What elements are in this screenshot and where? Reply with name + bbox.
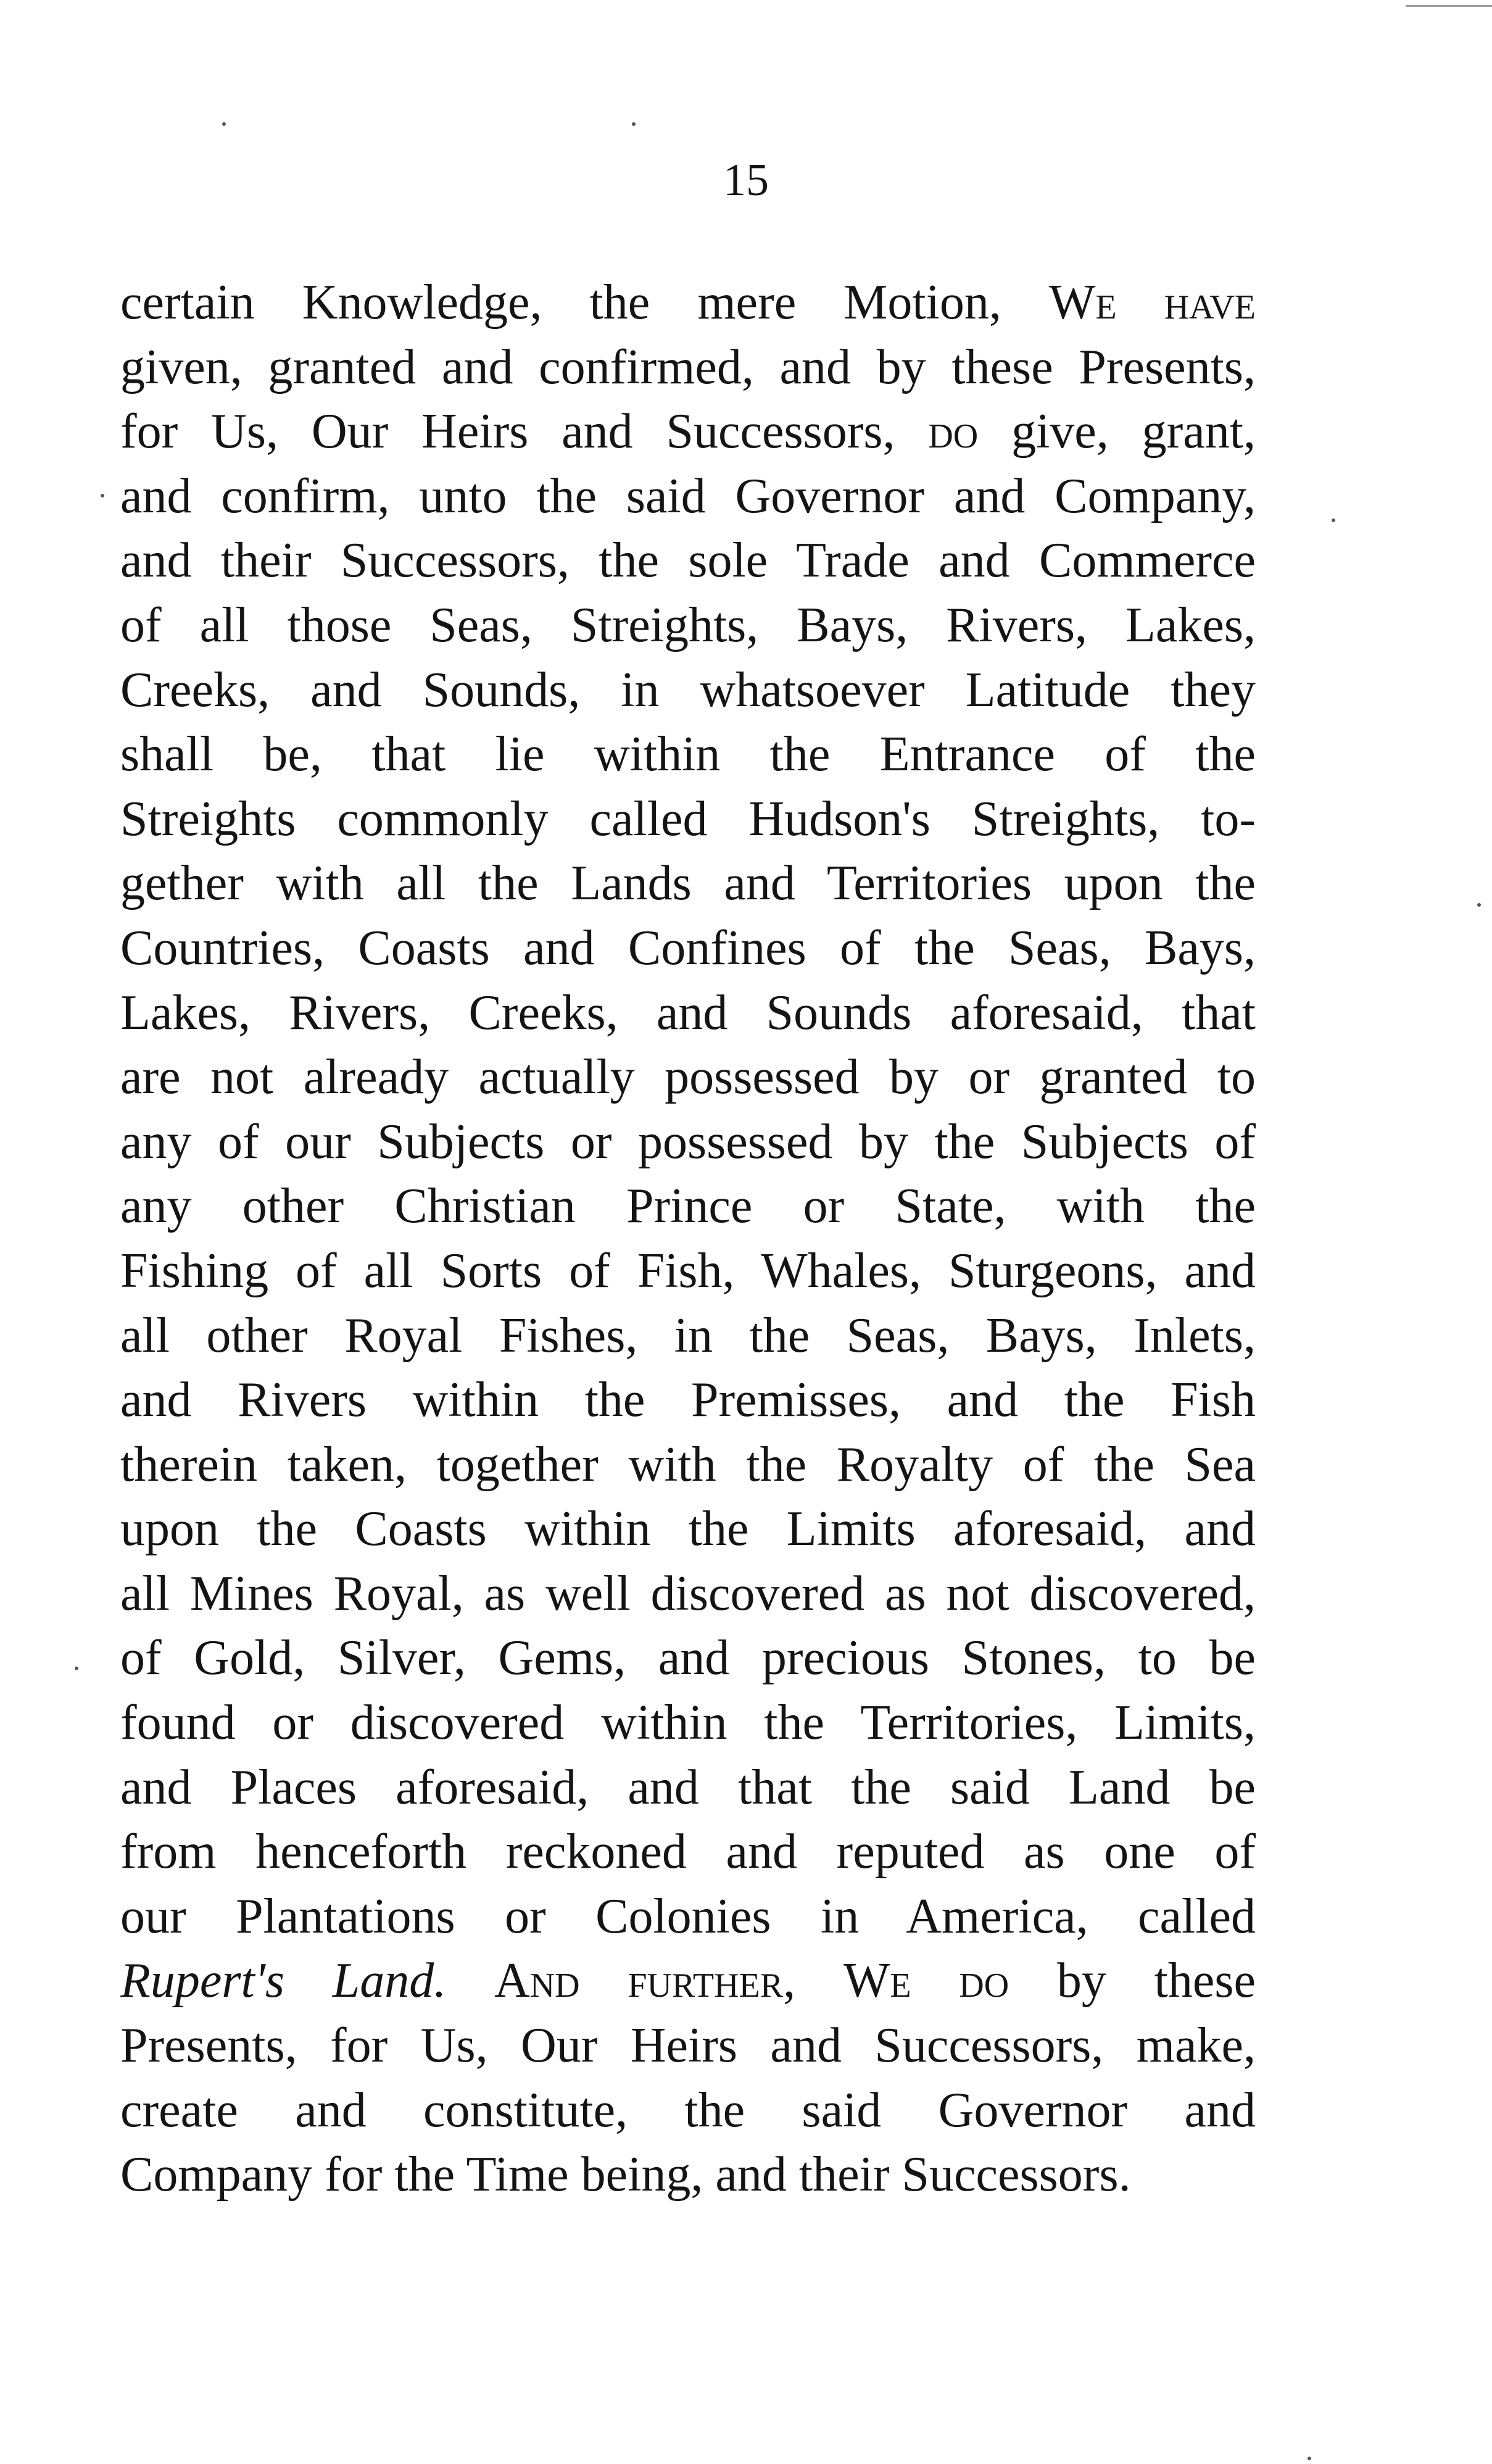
text-run: of Gold, Silver, Gems, and precious Stones, to be [120, 1631, 1256, 1686]
text-run: all other Royal Fishes, in the Seas, Bays, Inlets, [120, 1308, 1256, 1363]
text-line [120, 528, 1256, 593]
text-run: Lakes, Rivers, Creeks, and Sounds aforesaid, that [120, 985, 1256, 1040]
text-run: and Rivers within the Premisses, and the Fish [120, 1373, 1256, 1428]
text-line [120, 1433, 1256, 1497]
text-line [120, 1174, 1256, 1239]
text-run: upon the Coasts within the Limits aforesaid, and [120, 1502, 1256, 1557]
text-line [120, 1497, 1256, 1562]
body-text [120, 270, 1256, 2207]
text-run: certain Knowledge, the mere Motion, [120, 275, 1049, 330]
text-line [120, 1884, 1256, 1949]
text-run: give, grant, [978, 404, 1256, 459]
text-line [120, 1755, 1256, 1820]
text-run: and their Successors, the sole Trade and Commerce [120, 533, 1256, 588]
text-run: by these [1009, 1954, 1256, 2008]
print-speck [75, 1667, 78, 1670]
text-line [120, 1110, 1256, 1175]
text-line [120, 1691, 1256, 1755]
text-run: all Mines Royal, as well discovered as not discovered, [120, 1566, 1256, 1621]
text-run: Countries, Coasts and Confines of the Seas, Bays, [120, 920, 1256, 975]
text-line [120, 1368, 1256, 1433]
text-run: and Places aforesaid, and that the said Land be [120, 1760, 1256, 1815]
text-line [120, 1562, 1256, 1626]
text-run: , [783, 1954, 843, 2008]
text-line [120, 464, 1256, 529]
text-run: Fishing of all Sorts of Fish, Whales, Sturgeons, and [120, 1243, 1256, 1298]
text-run: and confirm, unto the said Governor and Company, [120, 468, 1256, 523]
text-line [120, 2013, 1256, 2078]
italic-run: Rupert's Land. [120, 1954, 447, 2008]
text-run: found or discovered within the Territories, Limits, [120, 1696, 1256, 1750]
text-line [120, 851, 1256, 916]
text-run: of all those Seas, Streights, Bays, Rivers, Lakes, [120, 597, 1256, 652]
page-number: 15 [723, 155, 769, 206]
text-run: gether with all the Lands and Territories upon the [120, 856, 1256, 911]
text-line [120, 787, 1256, 852]
text-run [446, 1954, 494, 2008]
text-line [120, 658, 1256, 723]
small-caps-run: do [928, 404, 979, 459]
print-speck [101, 494, 104, 497]
text-line [120, 2078, 1256, 2143]
text-run: for Us, Our Heirs and Successors, [120, 404, 929, 459]
print-speck [632, 122, 636, 126]
text-line [120, 722, 1256, 787]
text-line [120, 981, 1256, 1046]
edge-rule [1406, 5, 1492, 7]
text-run: our Plantations or Colonies in America, called [120, 1889, 1256, 1944]
text-line [120, 1626, 1256, 1691]
text-line [120, 2142, 1256, 2207]
small-caps-run: And further [494, 1954, 784, 2008]
text-run: any other Christian Prince or State, with the [120, 1179, 1256, 1234]
text-line [120, 1304, 1256, 1368]
text-line [120, 1820, 1256, 1884]
text-run: create and constitute, the said Governor and [120, 2083, 1256, 2137]
print-speck [1308, 2457, 1311, 2460]
text-line [120, 399, 1256, 464]
text-run: from henceforth reckoned and reputed as one of [120, 1825, 1256, 1879]
small-caps-run: We do [843, 1954, 1009, 2008]
text-line [120, 1239, 1256, 1304]
text-line [120, 1045, 1256, 1110]
text-line [120, 916, 1256, 981]
text-run: are not already actually possessed by or granted to [120, 1050, 1256, 1105]
print-speck [222, 122, 226, 126]
print-speck [1477, 903, 1481, 907]
text-run: given, granted and confirmed, and by these Presents, [120, 339, 1256, 394]
text-line [120, 270, 1256, 335]
small-caps-run: We have [1048, 275, 1256, 330]
text-run: therein taken, together with the Royalty of the Sea [120, 1437, 1256, 1492]
text-run: Creeks, and Sounds, in whatsoever Latitude they [120, 662, 1256, 717]
print-speck [1332, 518, 1335, 522]
text-run: Presents, for Us, Our Heirs and Successors, make, [120, 2018, 1256, 2073]
text-run: Company for the Time being, and their Successors. [120, 2147, 1131, 2202]
text-run: Streights commonly called Hudson's Streights, to- [120, 791, 1256, 846]
text-run: shall be, that lie within the Entrance of the [120, 727, 1256, 782]
text-line [120, 1949, 1256, 2013]
text-line [120, 593, 1256, 658]
text-run: any of our Subjects or possessed by the Subjects of [120, 1114, 1256, 1169]
text-line [120, 335, 1256, 400]
